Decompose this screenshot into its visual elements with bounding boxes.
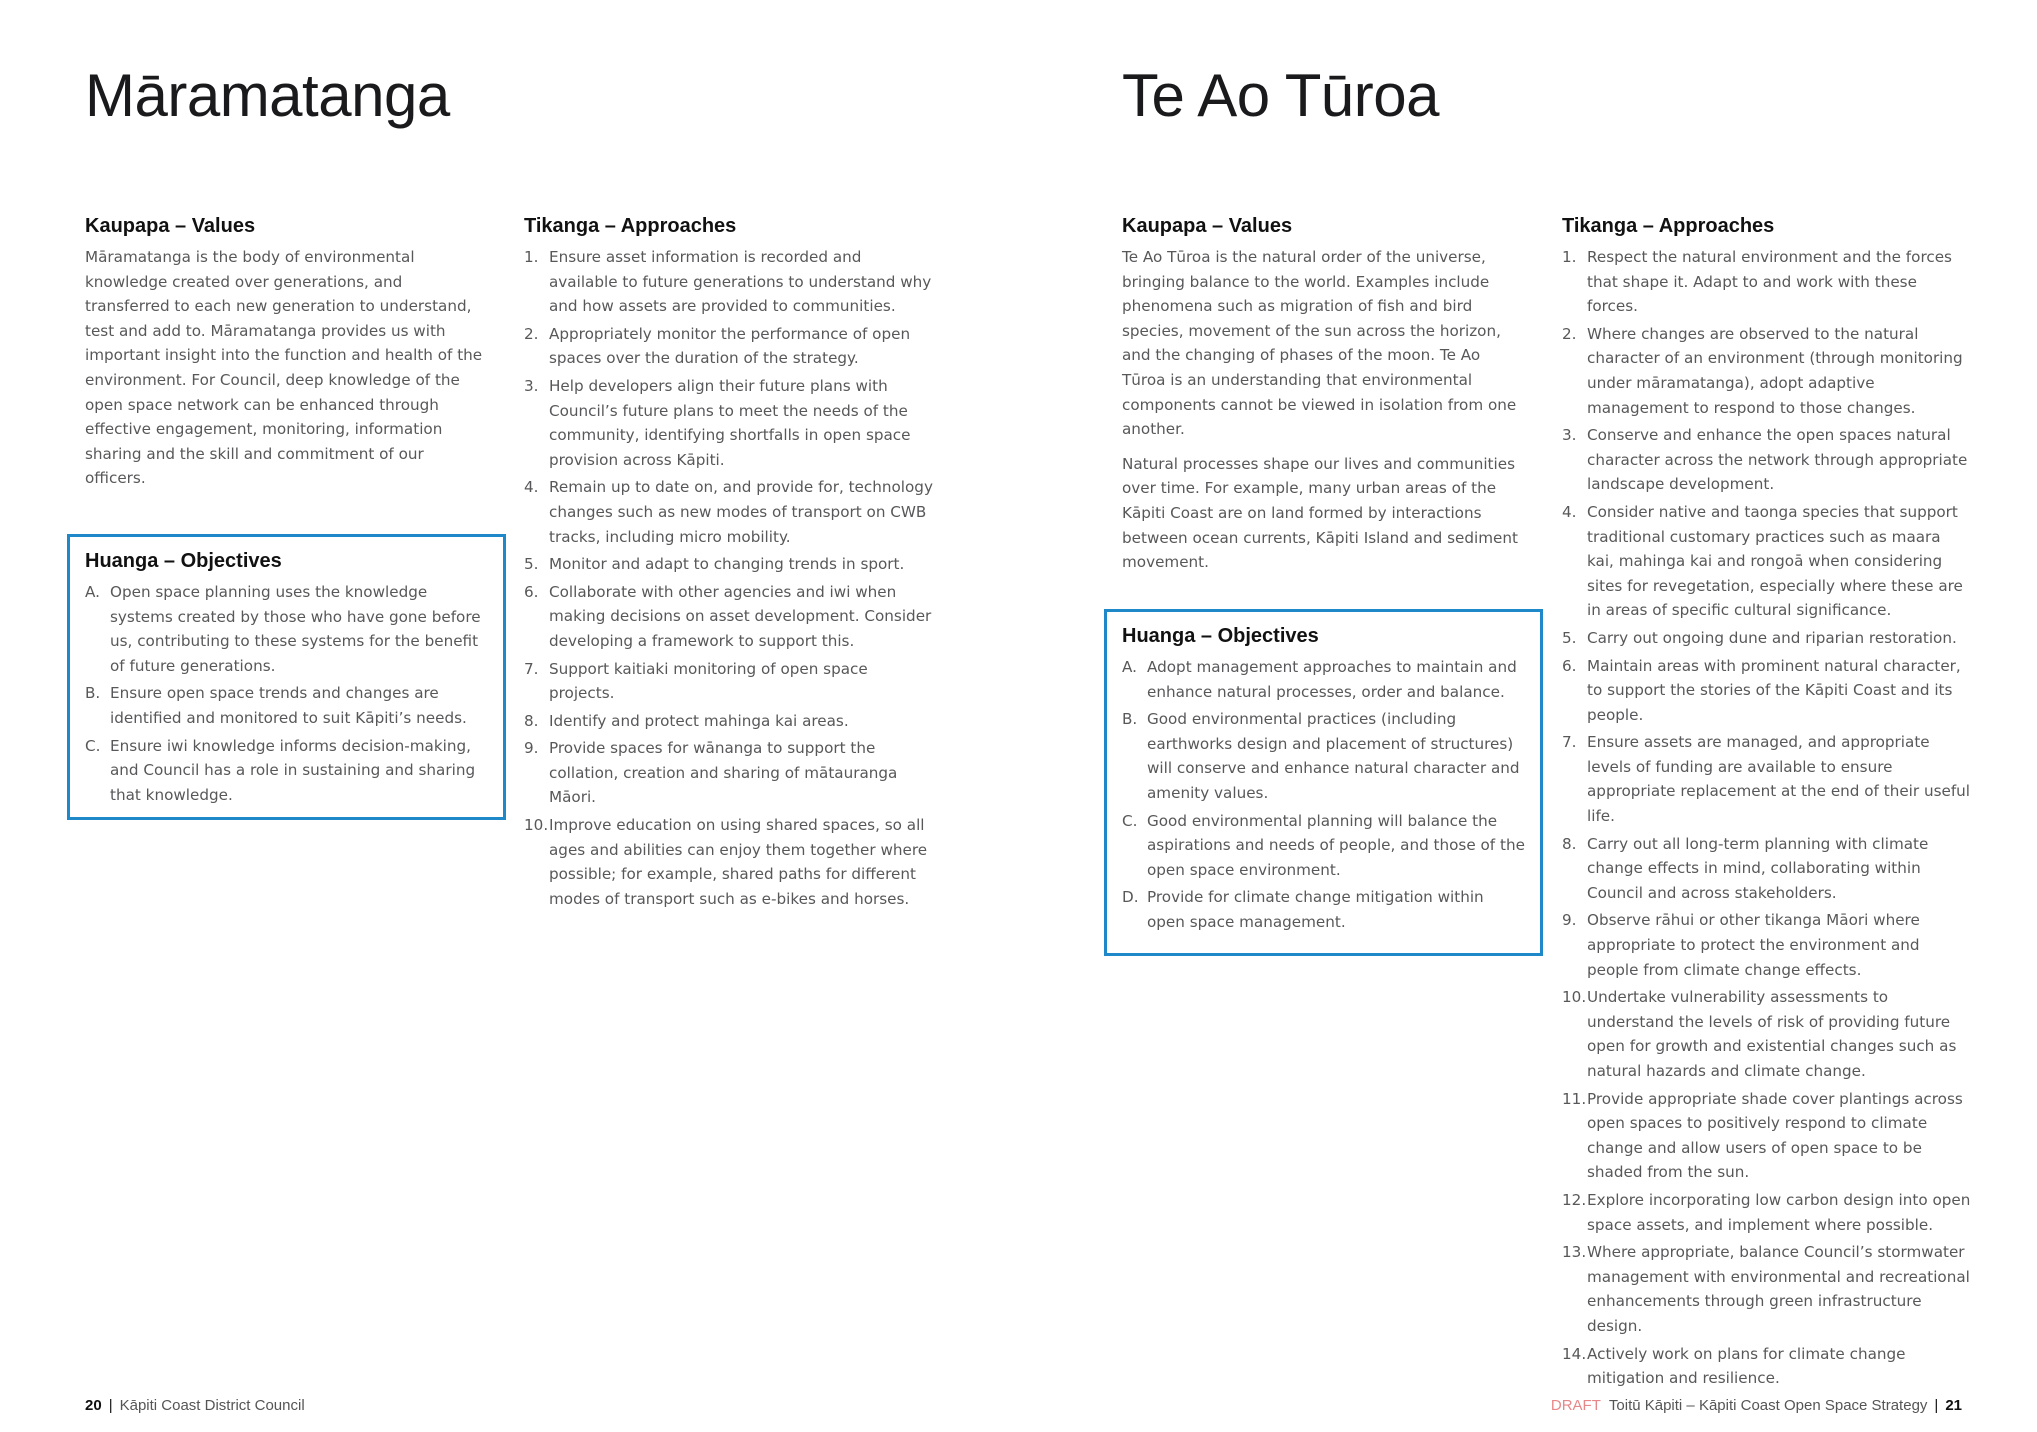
- objectives-heading: Huanga – Objectives: [85, 550, 282, 572]
- list-item: [524, 245, 934, 319]
- list-item-text: Maintain areas with prominent natural character, to support the stories of the Kāpiti Coast and its people.: [1587, 656, 1961, 724]
- list-item: [1122, 655, 1525, 704]
- list-item: [524, 552, 934, 577]
- list-item: [1122, 885, 1525, 934]
- list-item-text: Ensure asset information is recorded and available to future generations to understand why and how assets are provided to communities.: [549, 248, 932, 316]
- list-marker: 9.: [524, 739, 539, 758]
- list-item: [1122, 707, 1525, 805]
- values-section-left: [85, 214, 485, 501]
- list-marker: 2.: [1562, 324, 1577, 343]
- list-marker: A.: [1122, 658, 1137, 676]
- list-marker: 11.: [1562, 1089, 1587, 1108]
- list-item: [524, 475, 934, 549]
- approaches-list: [1562, 245, 1972, 1391]
- list-marker: 1.: [524, 248, 539, 266]
- list-item: [85, 580, 488, 678]
- list-item: [1562, 626, 1972, 651]
- list-item-text: Ensure iwi knowledge informs decision-making, and Council has a role in sustaining and sharing that knowledge.: [110, 736, 476, 804]
- page-title-left: Māramatanga: [85, 62, 450, 129]
- list-item: [1562, 423, 1972, 497]
- list-item: [85, 681, 488, 730]
- footer-separator: |: [1934, 1397, 1939, 1414]
- approaches-section-left: [524, 214, 934, 914]
- list-marker: D.: [1122, 888, 1139, 907]
- footer-separator: |: [108, 1397, 113, 1414]
- list-marker: 14.: [1562, 1344, 1587, 1363]
- draft-label: DRAFT: [1550, 1397, 1601, 1414]
- list-item-text: Conserve and enhance the open spaces natural character across the network through appropriate landscape development.: [1587, 426, 1968, 494]
- objectives-list: [1122, 655, 1525, 935]
- list-item-text: Improve education on using shared spaces, so all ages and abilities can enjoy them together where possible; for example, shared paths for different modes of transport such as e-bikes and horses.: [549, 816, 928, 908]
- list-item: [1562, 908, 1972, 982]
- list-item-text: Collaborate with other agencies and iwi when making decisions on asset development. Consider developing a framework to support this.: [549, 582, 932, 650]
- list-item-text: Actively work on plans for climate change mitigation and resilience.: [1587, 1344, 1906, 1388]
- list-item-text: Identify and protect mahinga kai areas.: [549, 711, 849, 730]
- paragraph: Māramatanga is the body of environmental knowledge created over generations, and transferred to each new generation to understand, test and add to. Māramatanga provides us with important insight into the function and health of the environment. For Council, deep knowledge of the open space network can be enhanced through effective engagement, monitoring, information sharing and the skill and commitment of our officers.: [85, 248, 483, 488]
- objectives-box-left: [67, 534, 506, 820]
- list-marker: 10.: [1562, 988, 1587, 1007]
- list-item-text: Provide appropriate shade cover plantings across open spaces to positively respond to climate change and allow users of open space to be shaded from the sun.: [1587, 1089, 1963, 1182]
- list-item: [1122, 809, 1525, 883]
- values-heading: Kaupapa – Values: [85, 215, 256, 237]
- list-item: [524, 374, 934, 472]
- list-marker: C.: [85, 736, 101, 755]
- list-item-text: Observe rāhui or other tikanga Māori where appropriate to protect the environment and people from climate change effects.: [1587, 911, 1920, 979]
- list-item-text: Undertake vulnerability assessments to understand the levels of risk of providing future open for growth and existential changes such as natural hazards and climate change.: [1587, 988, 1957, 1080]
- list-item: [1562, 1188, 1972, 1237]
- values-body: [1122, 245, 1522, 575]
- list-marker: 5.: [524, 555, 539, 574]
- list-item: [1562, 832, 1972, 906]
- approaches-list: [524, 245, 934, 911]
- list-item-text: Carry out ongoing dune and riparian restoration.: [1587, 628, 1957, 647]
- list-item-text: Help developers align their future plans with Council’s future plans to meet the needs of the community, identifying shortfalls in open space provision across Kāpiti.: [549, 376, 911, 469]
- list-item: [1562, 1087, 1972, 1185]
- list-marker: 6.: [524, 582, 539, 601]
- footer-left: [85, 1397, 305, 1414]
- list-marker: B.: [85, 684, 101, 703]
- list-marker: 7.: [524, 659, 539, 678]
- list-item: [85, 734, 488, 808]
- footer-org: Kāpiti Coast District Council: [119, 1397, 305, 1414]
- list-item: [1562, 500, 1972, 623]
- approaches-section-right: [1562, 214, 1972, 1394]
- page-title-right: Te Ao Tūroa: [1122, 62, 1439, 129]
- list-marker: 9.: [1562, 911, 1577, 930]
- approaches-heading: Tikanga – Approaches: [1562, 215, 1775, 237]
- list-marker: 5.: [1562, 628, 1577, 647]
- list-item: [1562, 730, 1972, 828]
- footer-doc-title: Toitū Kāpiti – Kāpiti Coast Open Space Strategy: [1608, 1397, 1928, 1414]
- approaches-heading: Tikanga – Approaches: [524, 215, 737, 237]
- values-heading: Kaupapa – Values: [1122, 215, 1293, 237]
- list-item: [524, 813, 934, 911]
- list-item: [1562, 985, 1972, 1083]
- footer-right: [1551, 1397, 1962, 1414]
- list-marker: 3.: [1562, 426, 1577, 445]
- objectives-box-right: [1104, 609, 1543, 956]
- list-marker: 7.: [1562, 733, 1577, 752]
- list-marker: 2.: [524, 324, 539, 343]
- list-item-text: Adopt management approaches to maintain and enhance natural processes, order and balance.: [1147, 658, 1517, 701]
- list-item-text: Ensure assets are managed, and appropriate levels of funding are available to ensure appropriate replacement at the end of their useful life.: [1587, 733, 1971, 826]
- list-item-text: Explore incorporating low carbon design into open space assets, and implement where possible.: [1587, 1190, 1971, 1234]
- list-marker: B.: [1122, 710, 1138, 729]
- list-marker: 13.: [1562, 1243, 1587, 1262]
- list-item-text: Ensure open space trends and changes are identified and monitored to suit Kāpiti’s needs.: [110, 684, 467, 727]
- list-item: [524, 736, 934, 810]
- list-item-text: Consider native and taonga species that support traditional customary practices such as maara kai, mahinga kai and rongoā when considering sites for revegetation, especially where these are in areas of specific cultural significance.: [1587, 502, 1963, 620]
- page-number: 21: [1945, 1397, 1962, 1414]
- list-item-text: Monitor and adapt to changing trends in sport.: [549, 555, 905, 574]
- list-item: [524, 580, 934, 654]
- list-item-text: Open space planning uses the knowledge systems created by those who have gone before us, contributing to these systems for the benefit of future generations.: [110, 583, 481, 675]
- list-marker: 4.: [524, 478, 539, 497]
- values-section-right: [1122, 214, 1522, 585]
- list-marker: 12.: [1562, 1190, 1587, 1209]
- list-marker: 10.: [524, 816, 549, 835]
- list-marker: 6.: [1562, 656, 1577, 675]
- list-item-text: Where appropriate, balance Council’s stormwater management with environmental and recreational enhancements through green infrastructure design.: [1587, 1243, 1970, 1335]
- list-item-text: Remain up to date on, and provide for, technology changes such as new modes of transport on CWB tracks, including micro mobility.: [549, 478, 933, 546]
- list-item-text: Carry out all long-term planning with climate change effects in mind, collaborating within Council and across stakeholders.: [1587, 834, 1929, 902]
- list-marker: A.: [85, 583, 100, 601]
- list-item: [1562, 1342, 1972, 1391]
- list-item-text: Provide for climate change mitigation within open space management.: [1147, 888, 1484, 931]
- list-item-text: Good environmental practices (including earthworks design and placement of structures) will conserve and enhance natural character and amenity values.: [1147, 710, 1520, 802]
- list-item-text: Respect the natural environment and the forces that shape it. Adapt to and work with these forces.: [1587, 248, 1952, 316]
- list-item: [1562, 654, 1972, 728]
- list-item-text: Good environmental planning will balance the aspirations and needs of people, and those of the open space environment.: [1147, 811, 1525, 879]
- objectives-list: [85, 580, 488, 807]
- list-marker: C.: [1122, 811, 1138, 830]
- values-body: [85, 245, 485, 491]
- list-item: [524, 657, 934, 706]
- list-item-text: Provide spaces for wānanga to support the collation, creation and sharing of mātauranga Māori.: [549, 739, 898, 807]
- paragraph: Natural processes shape our lives and communities over time. For example, many urban areas of the Kāpiti Coast are on land formed by interactions between ocean currents, Kāpiti Island and sediment movement.: [1122, 454, 1518, 572]
- objectives-heading: Huanga – Objectives: [1122, 625, 1319, 647]
- list-marker: 3.: [524, 376, 539, 395]
- list-item: [1562, 245, 1972, 319]
- list-item-text: Appropriately monitor the performance of open spaces over the duration of the strategy.: [549, 324, 911, 368]
- list-item: [1562, 322, 1972, 420]
- list-marker: 8.: [524, 711, 539, 730]
- list-item-text: Where changes are observed to the natural character of an environment (through monitoring under māramatanga), adopt adaptive management to respond to those changes.: [1587, 324, 1963, 417]
- list-marker: 4.: [1562, 502, 1577, 521]
- list-marker: 1.: [1562, 248, 1577, 266]
- list-marker: 8.: [1562, 834, 1577, 853]
- paragraph: Te Ao Tūroa is the natural order of the universe, bringing balance to the world. Examples include phenomena such as migration of fish and bird species, movement of the sun across the horizon, and the changing of phases of the moon. Te Ao Tūroa is an understanding that environmental components cannot be viewed in isolation from one another.: [1122, 248, 1517, 439]
- list-item: [524, 709, 934, 734]
- page-number: 20: [85, 1397, 102, 1414]
- list-item: [1562, 1240, 1972, 1338]
- list-item-text: Support kaitiaki monitoring of open space projects.: [549, 659, 868, 703]
- list-item: [524, 322, 934, 371]
